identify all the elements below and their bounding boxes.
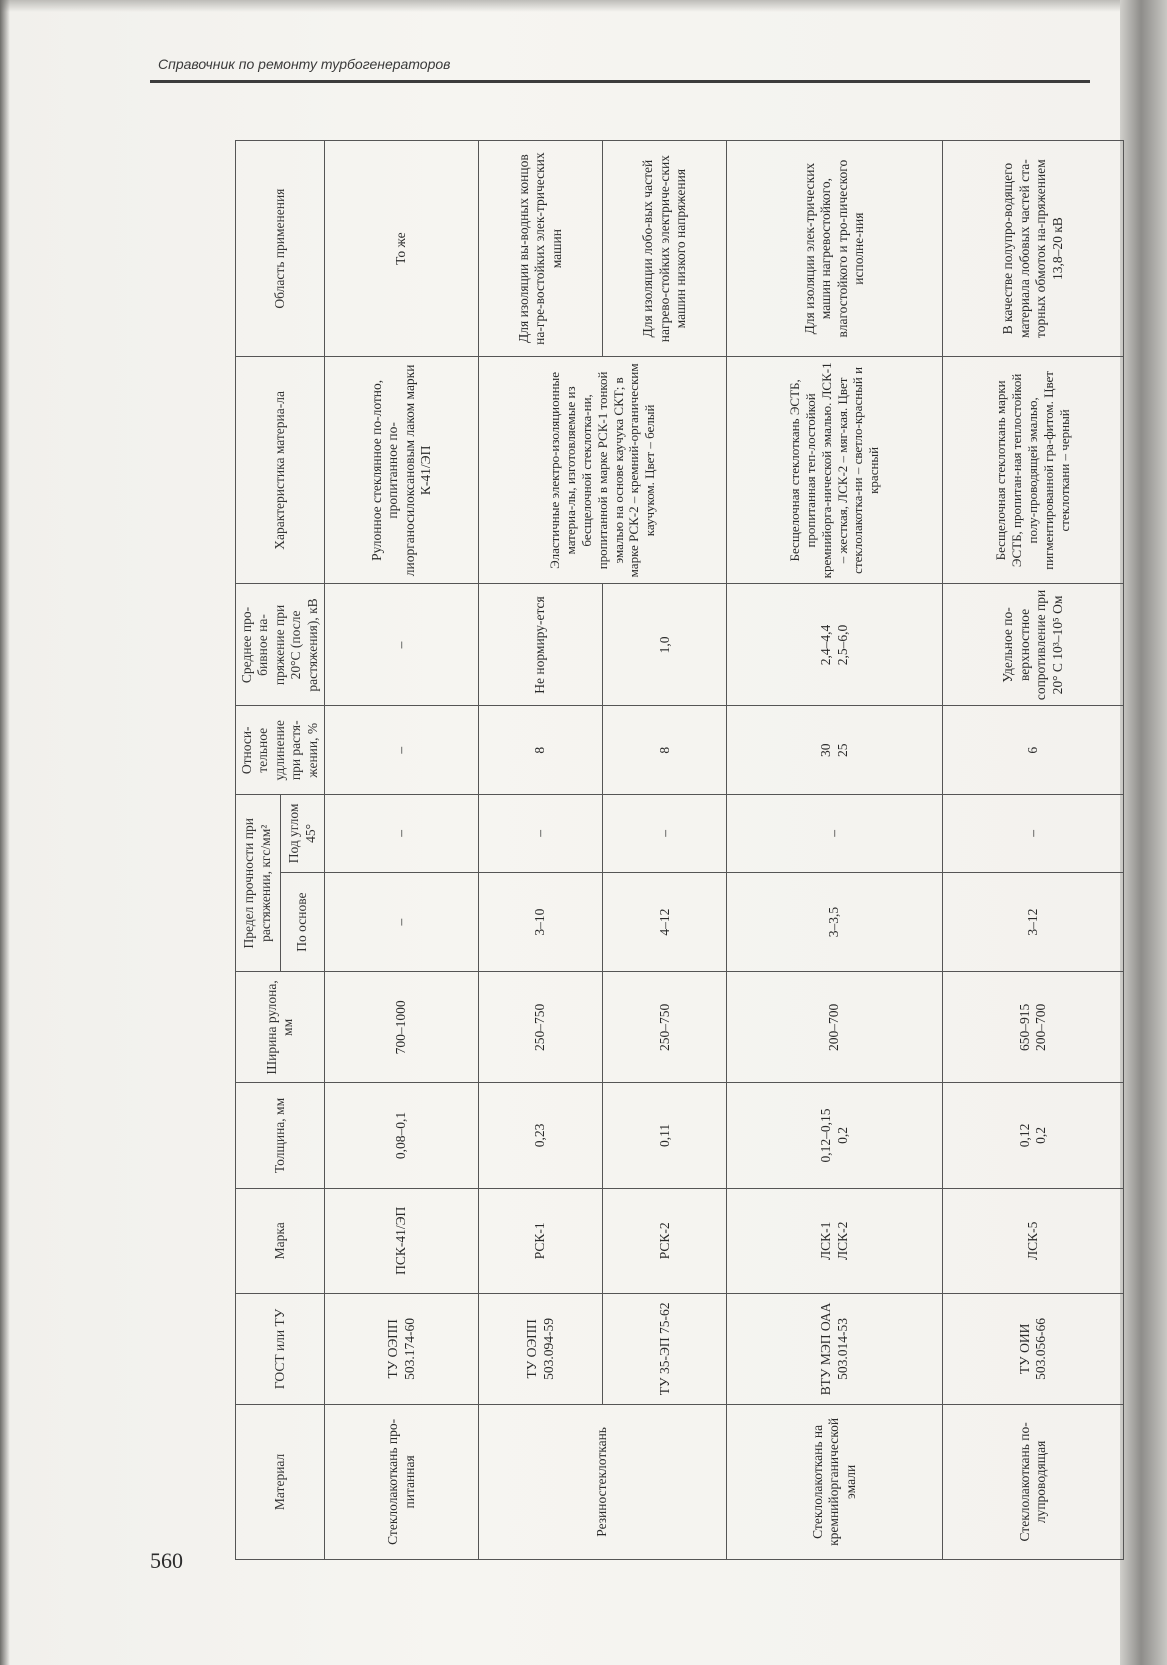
page-number: 560 xyxy=(150,1548,183,1573)
materials-table xyxy=(235,140,1124,1560)
header-characteristic: Характеристика материа-ла xyxy=(236,357,325,584)
header-elongation: Относи-тельное удлинение при растя-жении, % xyxy=(236,706,325,795)
cell-strength-base: 3–3,5 xyxy=(727,872,942,972)
header-breakdown: Среднее про-бивное на-пряжение при 20°С (после растяжения), кВ xyxy=(236,584,325,706)
cell-width: 650–915 200–700 xyxy=(942,972,1124,1083)
header-width: Ширина рулона, мм xyxy=(236,972,325,1083)
cell-breakdown: – xyxy=(325,584,479,706)
cell-strength-base: 3–10 xyxy=(478,872,602,972)
cell-gost: ВТУ МЭП ОАА 503.014-53 xyxy=(727,1293,942,1404)
cell-brand: ЛСК-5 xyxy=(942,1188,1124,1293)
cell-brand: ЛСК-1 ЛСК-2 xyxy=(727,1188,942,1293)
cell-thickness: 0,12–0,15 0,2 xyxy=(727,1083,942,1188)
cell-elongation: – xyxy=(325,706,479,795)
cell-brand: ПСК-41/ЭП xyxy=(325,1188,479,1293)
cell-width: 250–750 xyxy=(478,972,602,1083)
cell-application: То же xyxy=(325,141,479,357)
cell-characteristic: Бесщелочная стеклоткань ЭСТБ, пропитанная теп-лостойкой кремнийорга-нической эмалью. ЛСК-1 – жесткая, ЛСК-2 – мяг-кая. Цвет стеклолакотка-ни – светло-красный и красный xyxy=(727,357,942,584)
cell-gost: ТУ ОЭПП 503.174-60 xyxy=(325,1293,479,1404)
cell-strength-angle: – xyxy=(727,795,942,873)
cell-material: Стеклолакоткань на кремнийорганической эмали xyxy=(727,1404,942,1559)
cell-application: Для изоляции элек-трических машин нагревостойкого, влагостойкого и тро-пического исполне-ния xyxy=(727,141,942,357)
cell-thickness: 0,11 xyxy=(603,1083,727,1188)
table-row xyxy=(603,141,727,1560)
cell-width: 250–750 xyxy=(603,972,727,1083)
cell-breakdown: Не нормиру-ется xyxy=(478,584,602,706)
cell-strength-angle: – xyxy=(942,795,1124,873)
table-row xyxy=(325,141,479,1560)
cell-characteristic: Эластичные электро-изоляционные материа-лы, изготовляемые из бесщелочной стеклотка-ни, пропитанной в марке РСК-1 тонкой эмалью на основе каучука СКТ; в марке РСК-2 – кремний-органическим каучуком. Цвет – белый xyxy=(478,357,727,584)
cell-strength-angle: – xyxy=(478,795,602,873)
cell-breakdown: 1,0 xyxy=(603,584,727,706)
cell-brand: РСК-2 xyxy=(603,1188,727,1293)
cell-thickness: 0,23 xyxy=(478,1083,602,1188)
header-brand: Марка xyxy=(236,1188,325,1293)
cell-width: 200–700 xyxy=(727,972,942,1083)
cell-gost: ТУ 35-ЭП 75-62 xyxy=(603,1293,727,1404)
cell-elongation: 8 xyxy=(478,706,602,795)
cell-brand: РСК-1 xyxy=(478,1188,602,1293)
header-gost: ГОСТ или ТУ xyxy=(236,1293,325,1404)
cell-strength-angle: – xyxy=(325,795,479,873)
header-material: Материал xyxy=(236,1404,325,1559)
cell-application: Для изоляции лобо-вых частей нагрево-стойких электриче-ских машин низкого напряжения xyxy=(603,141,727,357)
cell-breakdown: 2,4–4,4 2,5–6,0 xyxy=(727,584,942,706)
scan-shadow-left xyxy=(0,0,10,1665)
header-strength-base: По основе xyxy=(280,872,325,972)
cell-gost: ТУ ОЭПП 503.094-59 xyxy=(478,1293,602,1404)
cell-elongation: 30 25 xyxy=(727,706,942,795)
header-strength-angle: Под углом 45° xyxy=(280,795,325,873)
cell-characteristic: Рулонное стеклянное по-лотно, пропитанное по-лиорганосилоксановым лаком марки К-41/ЭП xyxy=(325,357,479,584)
cell-material: Стеклолакоткань про-питанная xyxy=(325,1404,479,1559)
header-row xyxy=(236,141,281,1560)
book-spine-edge xyxy=(1120,0,1167,1665)
table-row xyxy=(727,141,942,1560)
cell-thickness: 0,08–0,1 xyxy=(325,1083,479,1188)
cell-characteristic: Бесщелочная стеклоткань марки ЭСТБ, пропитан-ная теплостойкой полу-проводящей эмалью, пигментированной гра-фитом. Цвет стеклоткани – черный xyxy=(942,357,1124,584)
cell-gost: ТУ ОИИ 503.056-66 xyxy=(942,1293,1124,1404)
header-rule xyxy=(150,80,1090,83)
header-thickness: Толщина, мм xyxy=(236,1083,325,1188)
cell-elongation: 6 xyxy=(942,706,1124,795)
cell-thickness: 0,12 0,2 xyxy=(942,1083,1124,1188)
cell-width: 700–1000 xyxy=(325,972,479,1083)
cell-breakdown: Удельное по-верхностное сопротивление при 20° С 10³–10⁵ Ом xyxy=(942,584,1124,706)
header-application: Область применения xyxy=(236,141,325,357)
cell-strength-angle: – xyxy=(603,795,727,873)
cell-elongation: 8 xyxy=(603,706,727,795)
cell-strength-base: 4–12 xyxy=(603,872,727,972)
table-row xyxy=(478,141,602,1560)
cell-material: Стеклолакоткань по-лупроводящая xyxy=(942,1404,1124,1559)
rotated-table-wrapper xyxy=(235,140,1115,1560)
cell-material: Резиностеклоткань xyxy=(478,1404,727,1559)
header-strength: Предел прочности при растяжении, кгс/мм² xyxy=(236,795,281,972)
table-row xyxy=(942,141,1124,1560)
scan-shadow-top xyxy=(0,0,1120,12)
cell-application: Для изоляции вы-водных концов на-гре-востойких элек-трических машин xyxy=(478,141,602,357)
running-head: Справочник по ремонту турбогенераторов xyxy=(158,56,451,72)
cell-strength-base: 3–12 xyxy=(942,872,1124,972)
cell-strength-base: – xyxy=(325,872,479,972)
cell-application: В качестве полупро-водящего материала лобовых частей ста-торных обмоток на-пряжением 13,8–20 кВ xyxy=(942,141,1124,357)
